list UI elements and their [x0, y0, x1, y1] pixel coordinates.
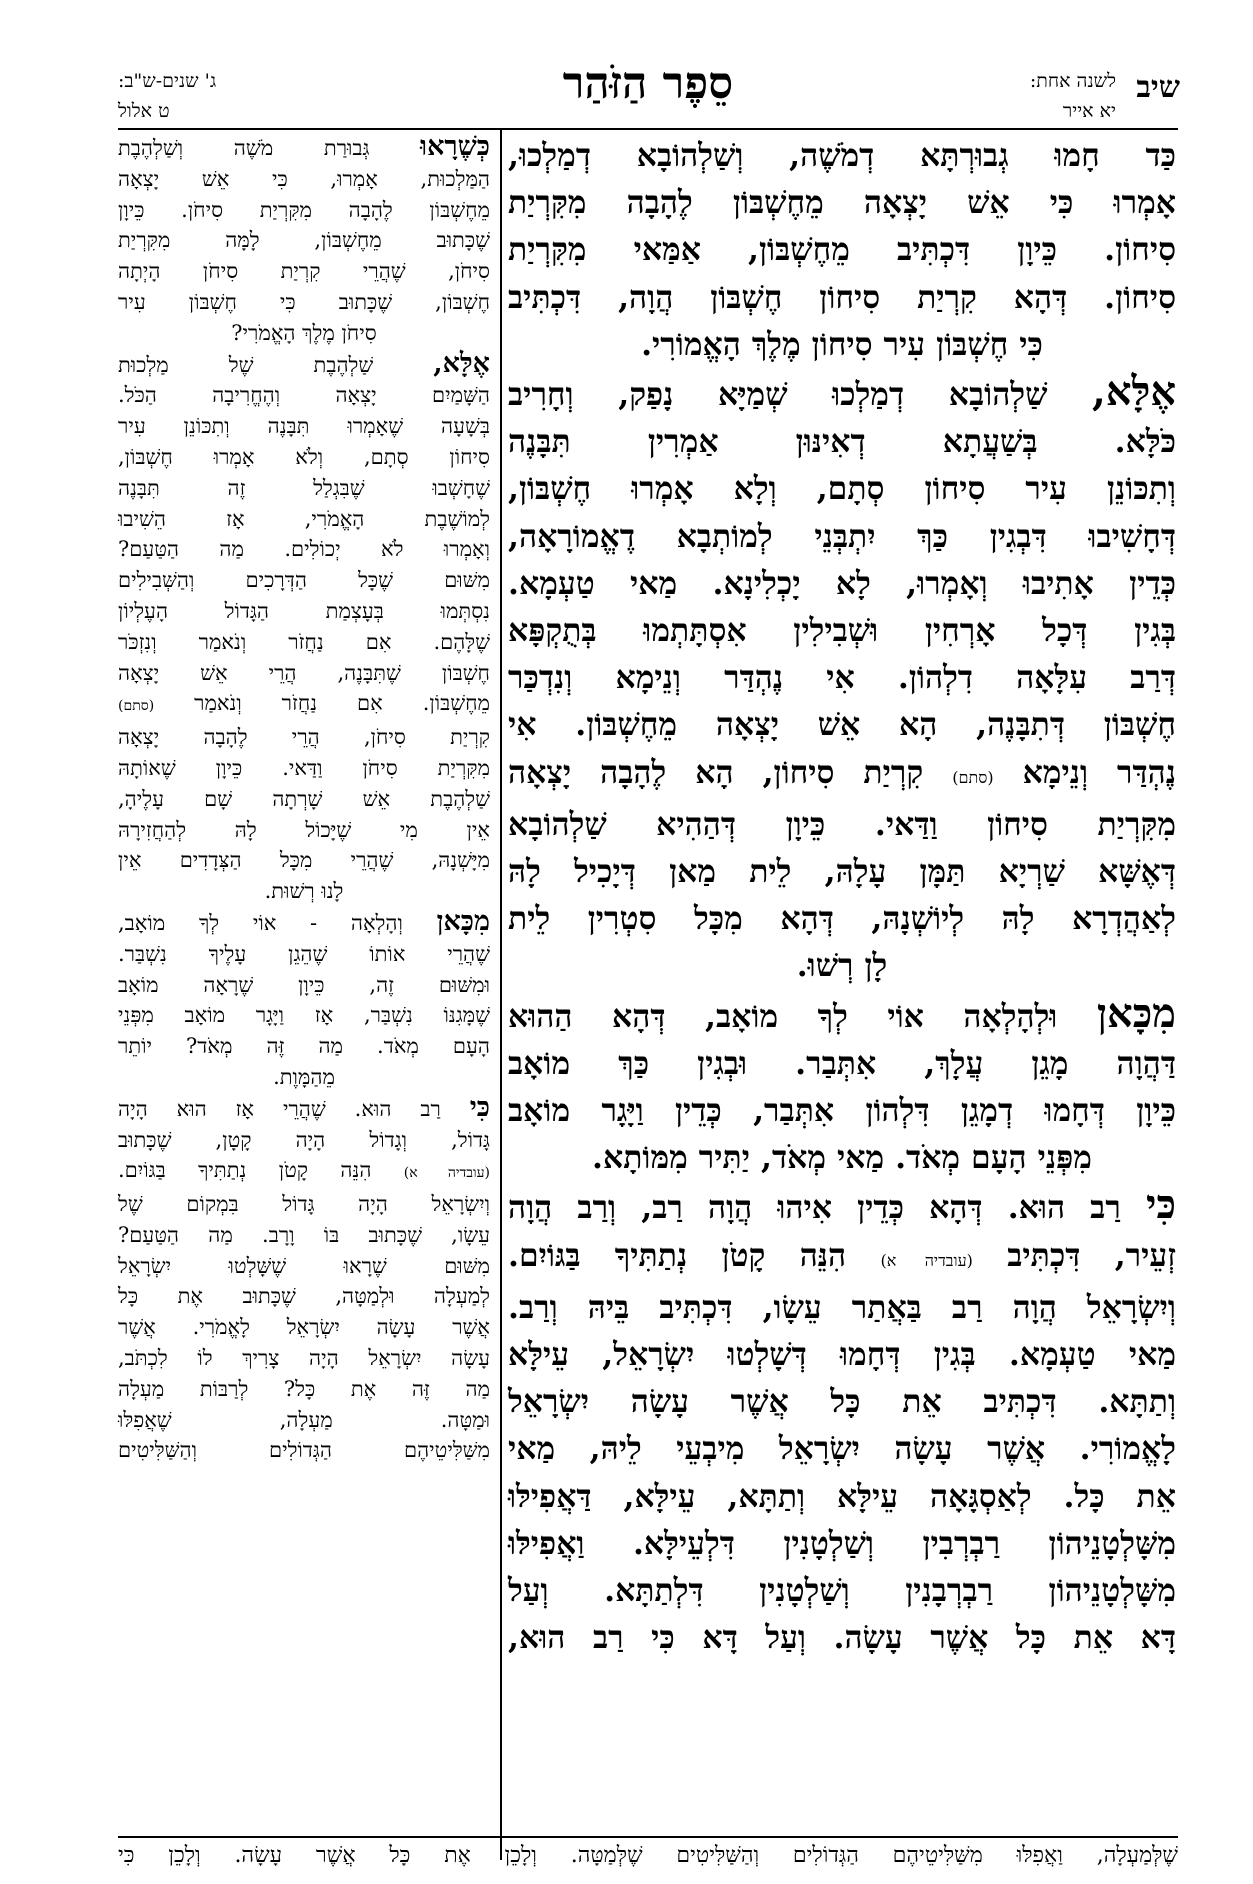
main-line: אֵת כָּל. לְאַסְגָּאָה עֵילָּא וְתַתָּא, עֵילָּא, דַּאֲפִילּוּ [508, 1477, 1176, 1515]
side-line: שֶׁמָּגִנּוֹ נִשְׁבַּר, אָז וַיָּגָר מוֹאָב מִפְּנֵי [118, 1003, 490, 1028]
side-line: מֵהַמָּוֶת. [273, 1064, 335, 1089]
main-line: לְאַהֲדְרָא לָהּ לְיוֹשְׁנָהּ, דְּהָא מִכָּל סִטְרִין לֵית [508, 900, 1176, 938]
main-aramaic-column [508, 132, 1176, 1662]
main-line: כְּדֵין אָתִיבוּ וְאָמְרוּ, לָא יָכְלִינָא. מַאי טַעְמָא. [508, 564, 1176, 602]
side-line: לְמוֹשֶׁבֶת הָאֱמֹרִי, אָז הֵשִׁיבוּ [118, 506, 490, 531]
side-line: מֵחֶשְׁבּוֹן. אִם נַחֲזֹר וְנֹאמַר (סתם) [118, 691, 490, 716]
paragraph-opening-word: כִּי [1145, 1181, 1177, 1229]
side-line: עֵשָׂו, שֶׁכָּתוּב בּוֹ וָרָב. מַה הַטַּעַם? [118, 1222, 490, 1247]
side-line: אֵין מִי שֶׁיָּכוֹל לָהּ לְהַחֲזִירָהּ [118, 817, 490, 842]
main-line: דַּהֲוָה מָגֵן עֲלָךְ, אִתְּבַר. וּבְגִין כַּךְ מוֹאָב [508, 1044, 1176, 1082]
side-line: נִסְתְּמוּ בְּעָצְמַת הַגָּדוֹל הָעֶלְיוֹן [118, 598, 490, 623]
side-line: סִיחוֹן סְתָם, וְלֹא אָמְרוּ חֶשְׁבּוֹן, [118, 444, 490, 469]
side-line: מִקִּרְיַת סִיחֹן וַדַּאי. כֵּיוָן שֶׁאוֹתָהּ [118, 755, 490, 780]
main-line: מִשָּׁלְטָנֵיהוֹן רַבְרְבָנִין וְשַׁלְטָנִין דִּלְתַתָּא. וְעַל [508, 1572, 1176, 1610]
side-line: מִיָּשְׁנָהּ, שֶׁהֲרֵי מִכָּל הַצְּדָדִים אֵין [118, 848, 490, 873]
source-reference: (עובדיה א) [403, 1165, 490, 1182]
paragraph-opening-word: כְּשֶׁרָאוּ [420, 131, 490, 162]
page-title: סֵפֶר הַזֹּהַר [562, 58, 734, 109]
side-line: הָעָם מְאֹד. מַה זֶּה מְאֹד? יוֹתֵר [118, 1034, 490, 1059]
main-line: דָּא אֵת כָּל אֲשֶׁר עָשָׂה. וְעַל דָּא כִּי רַב הוּא, [508, 1619, 1176, 1657]
side-line: גָּדוֹל, וְגָדוֹל הָיָה קָטָן, שֶׁכָּתוּב [118, 1127, 490, 1152]
side-line: שֶׁלָּהֶם. אִם נַחֲזֹר וְנֹאמַר וְנִזְכֹּר [118, 629, 490, 654]
side-line: חֶשְׁבּוֹן, שֶׁכָּתוּב כִּי חֶשְׁבּוֹן עִיר [118, 289, 490, 314]
side-line: מִשּׁוּם שֶׁכָּל הַדְּרָכִים וְהַשְּׁבִילִים [118, 568, 490, 593]
side-line: מַה זֶּה אֶת כָּל? לְרַבּוֹת מַעְלָה [118, 1376, 490, 1401]
side-line: שֶׁכָּתוּב מֵחֶשְׁבּוֹן, לָמָּה מִקִּרְיַת [118, 228, 490, 253]
side-line: מֵחֶשְׁבּוֹן לֶהָבָה מִקִּרְיַת סִיחֹן. כֵּיוָן [118, 197, 490, 222]
side-line: כְּשֶׁרָאוּ גְּבוּרַת מֹשֶׁה וְשַׁלְהֶבֶת [118, 131, 490, 162]
paragraph-opening-word: אֶלָּא, [1092, 368, 1177, 416]
side-line: שֶׁחָשְׁבוּ שֶׁבִּגְלַל זֶה תִּבָּנֶה [118, 475, 490, 500]
main-line: כֵּיוָן דְּחָמוּ דְמָגֵן דִּלְהוֹן אִתְּבַר, כְּדֵין וַיָּגָר מוֹאָב [508, 1092, 1176, 1130]
side-line: שַׁלְהֶבֶת אֵשׁ שָׁרְתָה שָׁם עָלֶיהָ, [118, 786, 490, 811]
page-header [118, 58, 1180, 132]
one-year-date: יא אייר [1062, 100, 1116, 122]
main-line: מִשָּׁלְטָנֵיהוֹן רַבְרְבִין וְשַׁלְטָנִין דִּלְעֵילָּא. וַאֲפִילּוּ [508, 1524, 1176, 1562]
side-line: הַשָּׁמַיִם יָצְאָה וְהֶחֱרִיבָה הַכֹּל. [118, 383, 490, 408]
side-line: סִיחֹן מֶלֶךְ הָאֱמֹרִי? [231, 320, 377, 345]
side-line: מִשַּׁלִּיטֵיהֶם הַגְּדוֹלִים וְהַשַּׁלִּיטִים [118, 1438, 490, 1463]
side-line: מִשּׁוּם שֶׁרָאוּ שֶׁשָּׁלְטוּ יִשְׂרָאֵל [118, 1253, 490, 1278]
main-line: סִיחוֹן. כֵּיוָן דִּכְתִּיב מֵחֶשְׁבּוֹן, אַמַּאי מִקִּרְיַת [508, 231, 1176, 269]
three-year-date: ט אלול [118, 100, 170, 122]
main-line: דְּרַב עִלָּאָה דִלְהוֹן. אִי נֶהְדַּר וְנֵימָא וְנִדְכַּר [508, 659, 1176, 697]
column-divider [500, 130, 502, 1860]
side-line: סִיחֹן, שֶׁהֲרֵי קִרְיַת סִיחֹן הָיְתָה [118, 259, 490, 284]
paragraph-opening-word: כִּי [469, 1091, 490, 1123]
main-line: וְתִכּוֹנֵן עִיר סִיחוֹן סְתָם, וְלָא אָמְרוּ חֶשְׁבּוֹן, [508, 470, 1176, 508]
source-reference: (סתם) [118, 698, 155, 715]
main-line: מַאי טַעְמָא. בְּגִין דְּחָמוּ דְּשָׁלְטוּ יִשְׂרָאֵל, עֵילָּא [508, 1336, 1176, 1374]
main-line: לָן רְשׁוּ. [796, 947, 888, 985]
side-line: חֶשְׁבּוֹן שֶׁתִּבָּנֶה, הֲרֵי אֵשׁ יָצְאָה [118, 660, 490, 685]
side-line: עָשָׂה יִשְׂרָאֵל הָיָה צָרִיךְ לוֹ לִכְתֹּב, [118, 1346, 490, 1371]
side-line: לָנוּ רְשׁוּת. [264, 879, 344, 904]
main-line: אָמְרוּ כִּי אֵשׁ יָצְאָה מֵחֶשְׁבּוֹן לֶהָבָה מִקִּרְיַת [508, 184, 1176, 222]
paragraph-opening-word: אֶלָּא, [433, 347, 490, 379]
side-line: בְּשָׁעָה שֶׁאָמְרוּ תִּבָּנֶה וְתִכּוֹנֵן עִיר [118, 414, 490, 439]
one-year-label: לשנה אחת: [1029, 70, 1116, 92]
main-line: לָאֱמוֹרִי. אֲשֶׁר עָשָׂה יִשְׂרָאֵל מִיבְעֵי לֵיהּ, מַאי [508, 1430, 1176, 1468]
main-line: נֶהְדַּר וְנֵימָא (סתם) קִרְיַת סִיחוֹן, הָא לֶהָבָה יָצְאָה [508, 753, 1177, 791]
main-line: דְּאֶשָּׁא שַׁרְיָא תַּמָּן עָלָהּ, לֵית מַאן דְּיָכִיל לָהּ [508, 853, 1176, 891]
main-line: אֶלָּא, שַׁלְהוֹבָא דְמַלְכוּ שְׁמַיָּא נָפַק, וְחָרִיב [508, 368, 1177, 416]
side-line: קִרְיַת סִיחֹן, הֲרֵי לֶהָבָה יָצְאָה [118, 725, 490, 750]
main-line: מִקִּרְיַת סִיחוֹן וַדַּאי. כֵּיוָן דְּהַהִיא שַׁלְהוֹבָא [508, 805, 1176, 843]
side-line: הַמַּלְכוּת, אָמְרוּ, כִּי אֵשׁ יָצְאָה [118, 166, 490, 191]
side-line: אֲשֶׁר עָשָׂה יִשְׂרָאֵל לָאֱמֹרִי. אֲשֶׁר [118, 1315, 490, 1340]
three-year-schedule-label [118, 66, 216, 126]
side-line: וְאָמְרוּ לֹא יְכוֹלִים. מַה הַטַּעַם? [118, 537, 490, 562]
paragraph-opening-word: מִכָּאן [1096, 989, 1176, 1037]
main-line: דְּחָשִׁיבוּ דִּבְגִין כַּךְ יִתְבְּנֵי לְמוֹתְבָא דֶאֱמוֹרָאָה, [508, 517, 1176, 555]
side-line: (עובדיה א) הִנֵּה קָטֹן נְתַתִּיךָ בַּגּוֹיִם. [118, 1158, 490, 1183]
three-year-label: ג' שנים-ש"ב: [118, 70, 217, 92]
page-number: שיב [1136, 70, 1180, 105]
main-line: כַּד חָמוּ גְבוּרְתָּא דְמֹשֶׁה, וְשַׁלְהוֹבָא דְמַלְכוּ, [508, 137, 1176, 174]
side-line: לְמַעְלָה וּלְמַטָּה, שֶׁכָּתוּב אֶת כָּל [118, 1284, 490, 1309]
footer-divider [118, 1836, 1178, 1838]
side-line: אֶלָּא, שַׁלְהֶבֶת שֶׁל מַלְכוּת [118, 347, 490, 379]
side-line: מִכָּאן וְהָלְאָה - אוֹי לְךָ מוֹאָב, [118, 905, 491, 937]
footer-continuation-line: שֶׁלְּמַעְלָה, וַאֲפִלּוּ מִשַּׁלִּיטֵיהֶם הַגְּדוֹלִים וְהַשַּׁלִּיטִים שֶׁלְּמַטָּה. וְלָכֵן אֶת כָּל אֲשֶׁר עָשָׂה. וְלָכֵן כִּי [118, 1843, 1178, 1868]
source-reference: (עובדיה א) [880, 1250, 973, 1270]
source-reference: (סתם) [952, 767, 994, 787]
main-line: בְּגִין דְּכָל אָרְחִין וּשְׁבִילִין אִסְתָּתְמוּ בְּתֻקְפָּא [508, 612, 1176, 650]
main-line: כִּי רַב הוּא. דְּהָא כְּדֵין אִיהוּ הֲוָה רַב, וְרַב הֲוָה [508, 1181, 1177, 1229]
side-line: וְיִשְׂרָאֵל הָיָה גָּדוֹל בִּמְקוֹם שֶׁל [118, 1192, 490, 1217]
main-line: מִפְּנֵי הָעָם מְאֹד. מַאי מְאֹד, יַתִּיר מִמּוֹתָא. [592, 1139, 1092, 1177]
main-line: זְעֵיר, דִּכְתִּיב (עובדיה א) הִנֵּה קָטֹן נְתַתִּיךָ בַּגּוֹיִם. [508, 1236, 1177, 1274]
side-line: וּמִשּׁוּם זֶה, כֵּיוָן שֶׁרָאָה מוֹאָב [118, 972, 490, 997]
header-divider [118, 128, 1178, 130]
side-line: וּמַטָּה. מַעְלָה, שֶׁאֲפִלּוּ [118, 1407, 490, 1432]
main-line: וְתַתָּא. דִּכְתִּיב אֵת כָּל אֲשֶׁר עָשָׂה יִשְׂרָאֵל [508, 1383, 1176, 1421]
main-line: מִכָּאן וּלְהָלְאָה אוֹי לְךָ מוֹאָב, דְּהָא הַהוּא [508, 989, 1176, 1037]
main-line: סִיחוֹן. דְּהָא קִרְיַת סִיחוֹן חֶשְׁבּוֹן הֲוָה, דִּכְתִּיב [508, 278, 1176, 316]
main-line: וְיִשְׂרָאֵל הֲוָה רַב בַּאֲתַר עֵשָׂו, דִּכְתִּיב בֵּיהּ וְרַב. [508, 1288, 1176, 1326]
main-line: כֹּלָּא. בְּשַׁעֲתָא דְאִינּוּן אַמְרִין תִּבָּנֶה [508, 423, 1176, 461]
main-line: חֶשְׁבּוֹן דְּתִבָּנֶה, הָא אֵשׁ יָצְאָה מֵחֶשְׁבּוֹן. אִי [508, 706, 1176, 744]
side-line: שֶׁהֲרֵי אוֹתוֹ שֶׁהֵגֵן עָלֶיךָ נִשְׁבַּר. [118, 941, 490, 966]
paragraph-opening-word: מִכָּאן [436, 905, 491, 937]
main-line: כִּי חֶשְׁבּוֹן עִיר סִיחוֹן מֶלֶךְ הָאֱמוֹרִי. [641, 325, 1043, 363]
side-line: כִּי רַב הוּא. שֶׁהֲרֵי אָז הוּא הָיָה [118, 1091, 490, 1123]
hebrew-translation-column [118, 132, 490, 1466]
